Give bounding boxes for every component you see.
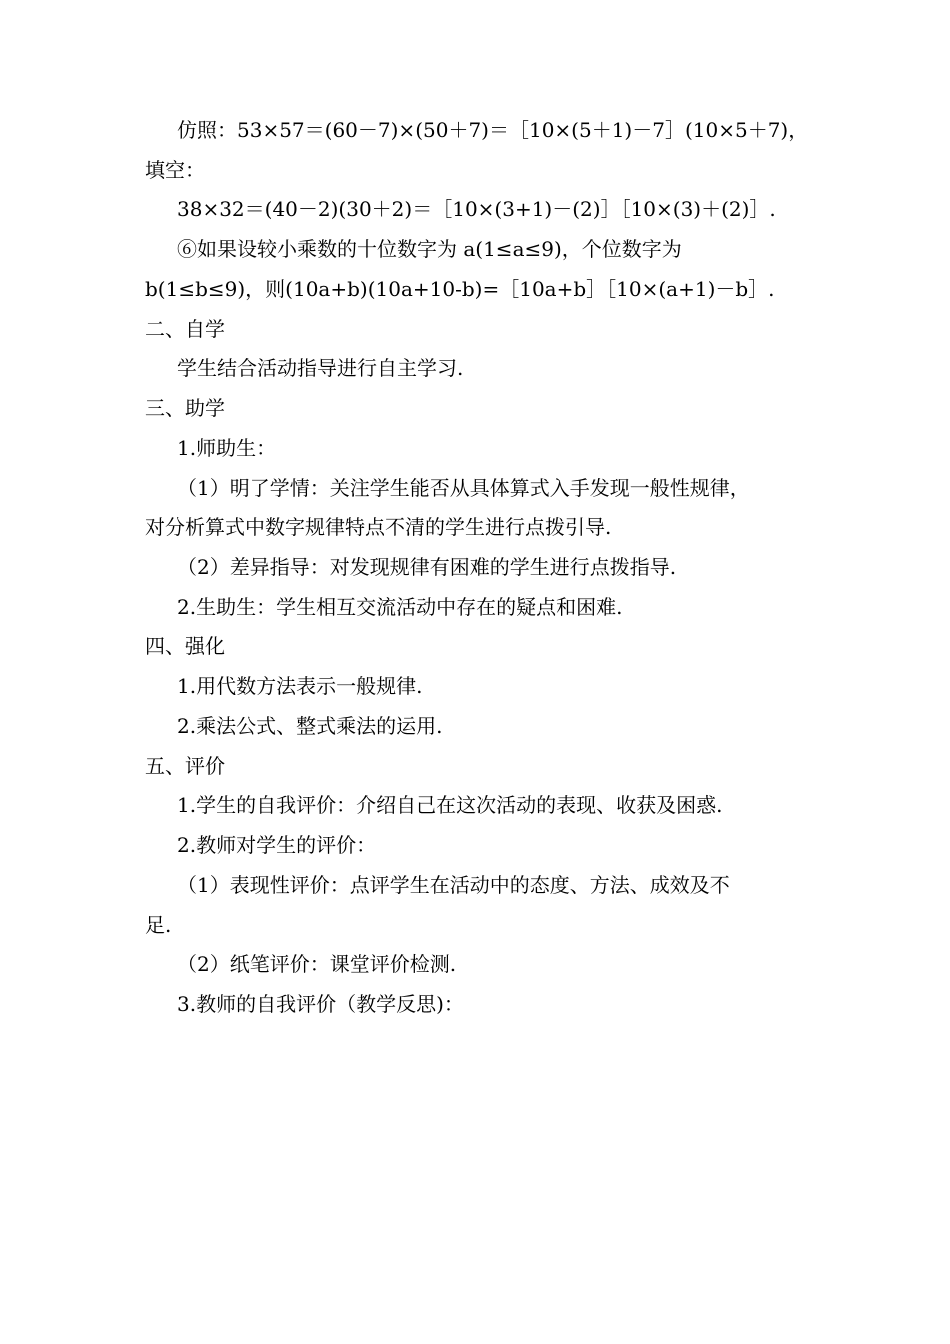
reinforce-item-1: 1.用代数方法表示一般规律. — [177, 674, 423, 698]
evaluation-item-3: 3.教师的自我评价（教学反思)： — [177, 992, 464, 1016]
assist-item-2: （2）差异指导：对发现规律有困难的学生进行点拨指导. — [177, 555, 677, 579]
evaluation-sub-2: （2）纸笔评价：课堂评价检测. — [177, 952, 457, 976]
section-heading-assist: 三、助学 — [145, 396, 225, 420]
teacher-assist-label: 1.师助生： — [177, 436, 277, 460]
student-assist-text: 2.生助生：学生相互交流活动中存在的疑点和困难. — [177, 595, 623, 619]
fill-blank-label: 填空： — [145, 158, 205, 182]
section-heading-self-study: 二、自学 — [145, 317, 225, 341]
assist-item-1-line-2: 对分析算式中数字规律特点不清的学生进行点拨引导. — [145, 515, 612, 539]
evaluation-item-2: 2.教师对学生的评价： — [177, 833, 377, 857]
assist-item-1-line-1: （1）明了学情：关注学生能否从具体算式入手发现一般性规律， — [177, 476, 750, 500]
evaluation-sub-1-line-1: （1）表现性评价：点评学生在活动中的态度、方法、成效及不 — [177, 873, 730, 897]
self-study-text: 学生结合活动指导进行自主学习. — [177, 356, 464, 380]
general-rule-line-2: b(1≤b≤9)，则(10a+b)(10a+10-b)=［10a+b］［10×(a+1)－b］. — [145, 277, 775, 301]
general-rule-line-1: ⑥如果设较小乘数的十位数字为 a(1≤a≤9)，个位数字为 — [177, 237, 682, 261]
reinforce-item-2: 2.乘法公式、整式乘法的运用. — [177, 714, 443, 738]
fill-blank-formula-line: 38×32＝(40－2)(30＋2)＝［10×(3+1)－(2)］［10×(3)＋(2)］. — [177, 197, 776, 221]
evaluation-item-1: 1.学生的自我评价：介绍自己在这次活动的表现、收获及困惑. — [177, 793, 723, 817]
section-heading-reinforce: 四、强化 — [145, 634, 225, 658]
section-heading-evaluation: 五、评价 — [145, 754, 225, 778]
evaluation-sub-1-line-2: 足. — [145, 913, 172, 937]
example-formula-line: 仿照：53×57＝(60－7)×(50＋7)＝［10×(5＋1)－7］(10×5＋7)， — [177, 118, 809, 142]
